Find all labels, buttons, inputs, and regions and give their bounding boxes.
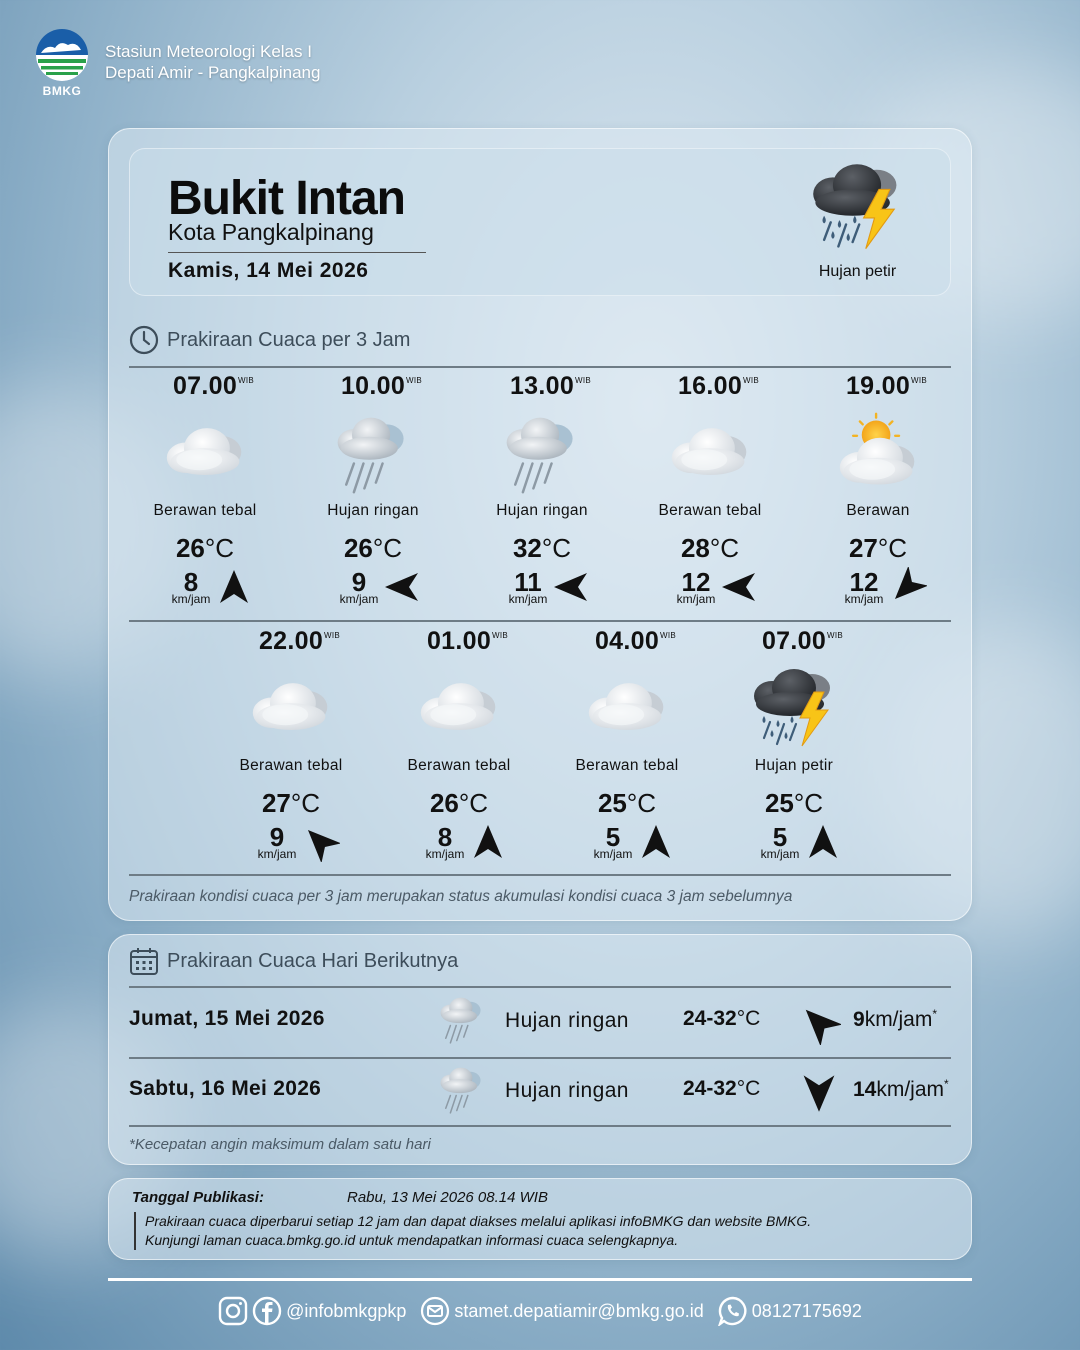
slot-time: 22.00 WIB (258, 627, 341, 655)
phone-number: 08127175692 (751, 1300, 862, 1321)
slot-temperature: 27°C (261, 788, 321, 818)
bmkg-logo (34, 28, 90, 98)
thunderstorm-icon (802, 161, 912, 253)
phone-link[interactable] (718, 1296, 862, 1326)
publication-line-1: Prakiraan cuaca diperbarui setiap 12 jam dan dapat diakses melalui aplikasi infoBMKG dan website BMKG. (145, 1213, 812, 1229)
slot-temperature: 26°C (429, 788, 489, 818)
wind-speed: 5 (772, 822, 788, 852)
slot-wind (216, 822, 366, 862)
wind-speed: 11 (514, 567, 542, 597)
daily-section-title (129, 946, 458, 976)
wind-direction-icon (300, 822, 340, 862)
hourly-slot (635, 372, 785, 607)
slot-temperature: 27°C (848, 533, 908, 563)
email-link[interactable] (420, 1296, 703, 1326)
slot-temperature: 26°C (175, 533, 235, 563)
wind-unit: km/jam (257, 847, 297, 861)
slot-condition: Hujan ringan (496, 502, 588, 519)
facebook-icon (252, 1296, 282, 1326)
daily-wind: 9km/jam* (853, 1007, 938, 1031)
slot-time: 01.00 WIB (426, 627, 509, 655)
thunderstorm-icon (744, 665, 844, 751)
email-address: stamet.depatiamir@bmkg.go.id (454, 1300, 704, 1321)
rain-cloud-icon (433, 993, 491, 1051)
whatsapp-icon (718, 1296, 748, 1326)
slot-time: 07.00 WIB (172, 372, 255, 400)
wind-direction-icon (887, 567, 927, 607)
slot-condition: Berawan tebal (153, 502, 257, 519)
forecast-date: Kamis, 14 Mei 2026 (168, 259, 369, 282)
divider (129, 620, 951, 622)
logo-text: BMKG (42, 84, 82, 98)
publication-info (134, 1212, 811, 1250)
divider (129, 874, 951, 876)
daily-temp: 24-32°C (683, 1007, 761, 1030)
daily-panel (108, 934, 972, 1165)
footer-divider (108, 1278, 972, 1281)
daily-condition: Hujan ringan (505, 1079, 629, 1102)
forecast-panel (108, 128, 972, 921)
wind-direction-icon (551, 567, 591, 607)
slot-wind (384, 822, 534, 862)
sun-cloud-icon (828, 410, 928, 496)
slot-temperature: 25°C (764, 788, 824, 818)
location-name: Bukit Intan (168, 172, 405, 225)
daily-wind: 14km/jam* (853, 1077, 949, 1101)
rain-cloud-icon (323, 410, 423, 496)
slot-condition: Berawan tebal (239, 757, 343, 774)
instagram-icon (218, 1296, 248, 1326)
wind-direction-icon (382, 567, 422, 607)
cloud-icon (241, 665, 341, 751)
slot-condition: Berawan tebal (575, 757, 679, 774)
slot-wind (298, 567, 448, 607)
hourly-slot (384, 627, 534, 862)
slot-condition: Berawan tebal (658, 502, 762, 519)
timezone-label: WIB (575, 376, 592, 385)
slot-time: 13.00 WIB (509, 372, 592, 400)
bmkg-logo-icon (35, 28, 89, 82)
wind-direction-icon (214, 567, 254, 607)
timezone-label: WIB (406, 376, 423, 385)
wind-unit: km/jam (844, 592, 884, 606)
hourly-slot (803, 372, 953, 607)
slot-time: 16.00 WIB (677, 372, 760, 400)
slot-wind (467, 567, 617, 607)
hourly-title-text: Prakiraan Cuaca per 3 Jam (167, 328, 411, 351)
daily-day: Sabtu, 16 Mei 2026 (129, 1077, 322, 1100)
slot-condition: Berawan (846, 502, 910, 519)
email-icon (420, 1296, 450, 1326)
wind-speed: 8 (437, 822, 453, 852)
slot-wind (130, 567, 280, 607)
hourly-slot (130, 372, 280, 607)
wind-unit: km/jam (339, 592, 379, 606)
publication-date: Rabu, 13 Mei 2026 08.14 WIB (347, 1189, 548, 1206)
calendar-icon (129, 946, 159, 976)
wind-speed: 12 (681, 567, 711, 597)
slot-condition: Berawan tebal (407, 757, 511, 774)
wind-unit: km/jam (508, 592, 548, 606)
publication-label: Tanggal Publikasi: (132, 1189, 264, 1206)
hourly-slot (216, 627, 366, 862)
daily-day: Jumat, 15 Mei 2026 (129, 1007, 325, 1030)
location-city: Kota Pangkalpinang (168, 219, 426, 253)
daily-note: *Kecepatan angin maksimum dalam satu hari (129, 1136, 431, 1153)
slot-time: 04.00 WIB (594, 627, 677, 655)
wind-direction-icon (797, 1071, 841, 1115)
timezone-label: WIB (660, 631, 677, 640)
publication-panel (108, 1178, 972, 1260)
wind-unit: km/jam (593, 847, 633, 861)
station-line-1: Stasiun Meteorologi Kelas I (105, 42, 312, 61)
slot-wind (552, 822, 702, 862)
timezone-label: WIB (324, 631, 341, 640)
wind-direction-icon (803, 822, 843, 862)
timezone-label: WIB (827, 631, 844, 640)
timezone-label: WIB (911, 376, 928, 385)
hourly-slot (298, 372, 448, 607)
clock-icon (129, 325, 159, 355)
station-name (105, 41, 320, 83)
wind-speed: 9 (351, 567, 367, 597)
cloud-icon (409, 665, 509, 751)
daily-row (129, 1057, 951, 1127)
wind-unit: km/jam (760, 847, 800, 861)
wind-direction-icon (797, 1001, 841, 1045)
daily-title-text: Prakiraan Cuaca Hari Berikutnya (167, 949, 459, 972)
hourly-note: Prakiraan kondisi cuaca per 3 jam merupakan status akumulasi kondisi cuaca 3 jam sebelumnya (129, 888, 793, 905)
timezone-label: WIB (743, 376, 760, 385)
slot-wind (803, 567, 953, 607)
cloud-icon (660, 410, 760, 496)
social-link[interactable] (218, 1296, 406, 1326)
slot-condition: Hujan ringan (327, 502, 419, 519)
slot-temperature: 26°C (343, 533, 403, 563)
slot-time: 07.00 WIB (761, 627, 844, 655)
wind-speed: 9 (269, 822, 285, 852)
hourly-section-title (129, 325, 410, 355)
hourly-slot (552, 627, 702, 862)
daily-temp: 24-32°C (683, 1077, 761, 1100)
social-handle: @infobmkgpkp (286, 1300, 407, 1321)
slot-condition: Hujan petir (754, 757, 834, 774)
daily-row (129, 987, 951, 1057)
rain-cloud-icon (433, 1063, 491, 1121)
wind-unit: km/jam (676, 592, 716, 606)
slot-wind (635, 567, 785, 607)
footer (0, 1296, 1080, 1326)
cloud-icon (155, 410, 255, 496)
divider (129, 366, 951, 368)
wind-unit: km/jam (425, 847, 465, 861)
cloud-icon (577, 665, 677, 751)
slot-time: 10.00 WIB (340, 372, 423, 400)
publication-line-2: Kunjungi laman cuaca.bmkg.go.id untuk mendapatkan informasi cuaca selengkapnya. (145, 1232, 679, 1248)
slot-temperature: 25°C (597, 788, 657, 818)
wind-speed: 12 (849, 567, 879, 597)
slot-temperature: 32°C (512, 533, 572, 563)
location-condition: Hujan petir (818, 263, 897, 280)
wind-speed: 8 (183, 567, 199, 597)
daily-condition: Hujan ringan (505, 1009, 629, 1032)
slot-temperature: 28°C (680, 533, 740, 563)
timezone-label: WIB (238, 376, 255, 385)
slot-wind (719, 822, 869, 862)
rain-cloud-icon (492, 410, 592, 496)
wind-direction-icon (636, 822, 676, 862)
slot-time: 19.00 WIB (845, 372, 928, 400)
wind-direction-icon (468, 822, 508, 862)
station-line-2: Depati Amir - Pangkalpinang (105, 63, 321, 82)
wind-unit: km/jam (171, 592, 211, 606)
location-card (129, 148, 951, 296)
hourly-slot (719, 627, 869, 862)
wind-direction-icon (719, 567, 759, 607)
app-header (34, 28, 320, 98)
timezone-label: WIB (492, 631, 509, 640)
wind-speed: 5 (605, 822, 621, 852)
hourly-slot (467, 372, 617, 607)
